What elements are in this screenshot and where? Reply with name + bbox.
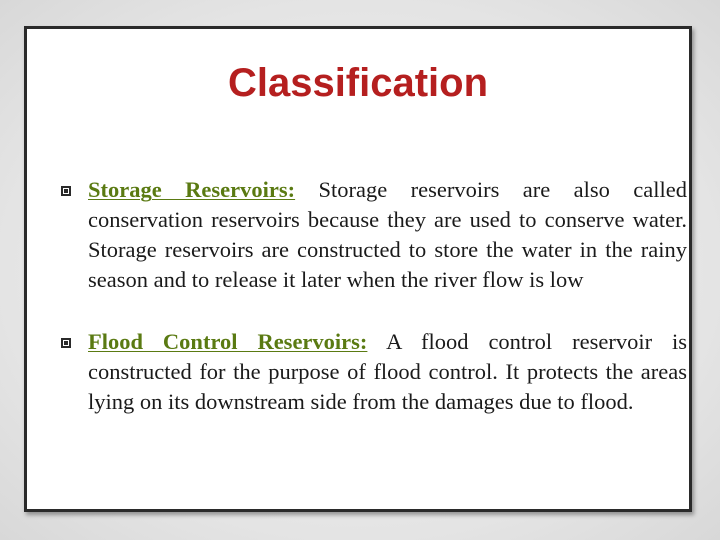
bullet-list [61, 175, 687, 449]
bullet-text: A flood control reservoir is constructed for the purpose of flood control. It protects the areas lying on its downstream side from the damages due to flood. [88, 329, 687, 414]
slide-title: Classification [227, 61, 489, 105]
square-bullet-icon [61, 338, 71, 348]
bullet-term: Flood Control Reservoirs: [88, 329, 368, 354]
bullet-flood-control-reservoirs [61, 327, 687, 417]
bullet-storage-reservoirs [61, 175, 687, 295]
slide-frame [24, 26, 692, 512]
bullet-text: Storage reservoirs are also called conservation reservoirs because they are used to conserve water. Storage reservoirs are constructed to store the water in the rainy season and to release it later when the river flow is low [88, 177, 687, 292]
bullet-term: Storage Reservoirs: [88, 177, 296, 202]
square-bullet-icon [61, 186, 71, 196]
